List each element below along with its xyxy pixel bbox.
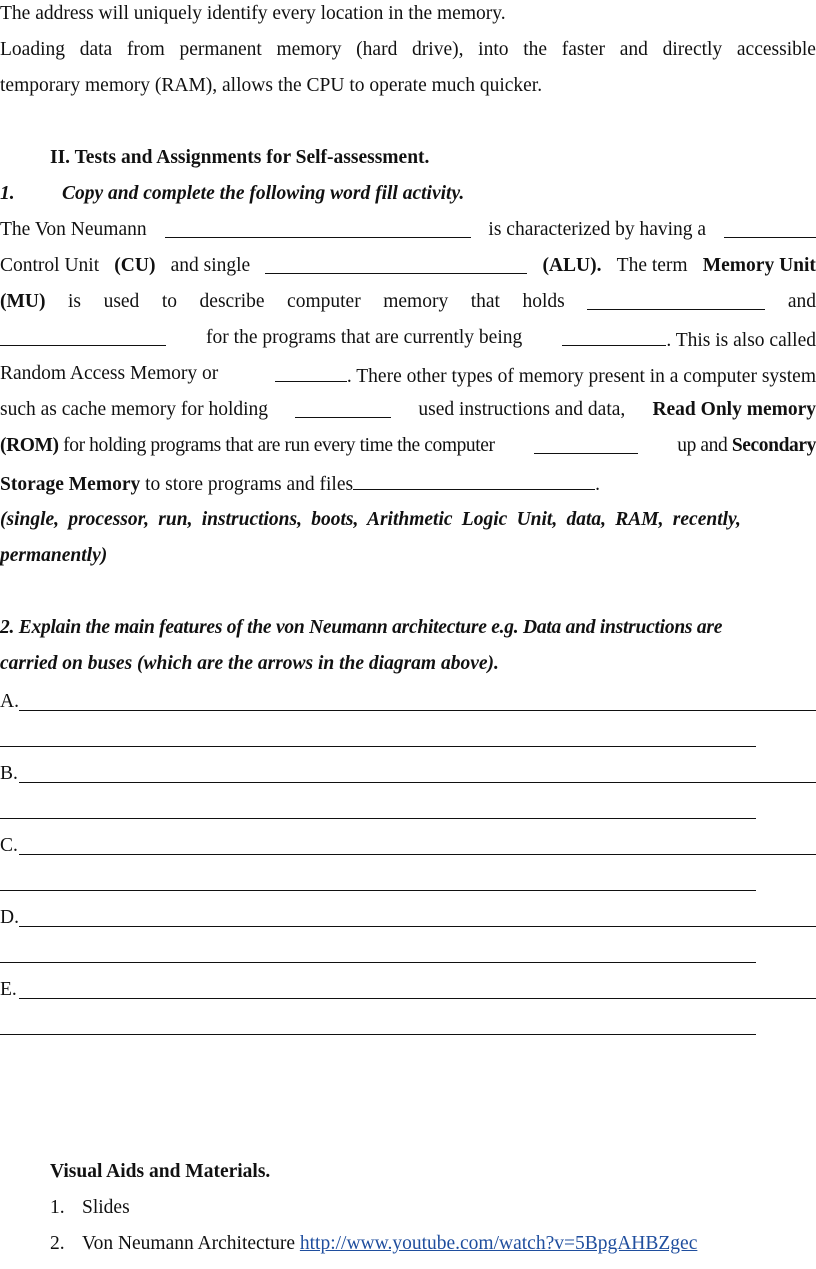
blank-5[interactable]: [0, 326, 166, 346]
blank-9[interactable]: [534, 434, 638, 454]
fill-line-4: for the programs that are currently being . This is also called: [0, 326, 816, 353]
intro-line-3: temporary memory (RAM), allows the CPU to operate much quicker.: [0, 75, 543, 96]
blank-10[interactable]: [353, 470, 595, 490]
answer-label-c: C.: [0, 835, 18, 856]
answer-line-b-2[interactable]: [0, 818, 756, 819]
fill-line-2: Control Unit (CU) and single (ALU). The term Memory Unit: [0, 255, 816, 276]
blank-3[interactable]: [265, 254, 527, 274]
fill-line-8: Storage Memory to store programs and files .: [0, 470, 816, 497]
answer-label-e: E.: [0, 979, 17, 1000]
answer-line-d-2[interactable]: [0, 962, 756, 963]
fill-line-7: (ROM) for holding programs that are run every time the computer up and Secondary: [0, 435, 816, 456]
answer-label-b: B.: [0, 763, 18, 784]
answer-line-b-1[interactable]: [19, 782, 816, 783]
visual-aids-heading: Visual Aids and Materials.: [50, 1161, 271, 1182]
intro-line-1: The address will uniquely identify every location in the memory.: [0, 3, 506, 24]
youtube-link[interactable]: http://www.youtube.com/watch?v=5BpgAHBZgec: [299, 1233, 698, 1254]
blank-8[interactable]: [295, 398, 391, 418]
answer-line-c-1[interactable]: [19, 854, 816, 855]
fill-line-1: The Von Neumann is characterized by having a: [0, 218, 816, 242]
answer-line-a-2[interactable]: [0, 746, 756, 747]
blank-1[interactable]: [165, 218, 471, 238]
blank-6[interactable]: [562, 326, 666, 346]
answer-line-a-1[interactable]: [19, 710, 816, 711]
answer-line-e-1[interactable]: [19, 998, 816, 999]
fill-line-3: (MU) is used to describe computer memory that holds and: [0, 291, 816, 312]
answer-label-a: A.: [0, 691, 19, 712]
answer-label-d: D.: [0, 907, 19, 928]
task1-title: 1. Copy and complete the following word fill activity.: [0, 183, 465, 204]
blank-4[interactable]: [587, 290, 765, 310]
visual-aids-item-2: 2. Von Neumann Architecture http://www.youtube.com/watch?v=5BpgAHBZgec: [50, 1233, 698, 1254]
section-heading: II. Tests and Assignments for Self-assessment.: [50, 147, 430, 168]
answer-line-d-1[interactable]: [19, 926, 816, 927]
blank-2[interactable]: [724, 218, 816, 238]
word-bank-line-2: permanently): [0, 545, 108, 566]
answer-line-e-2[interactable]: [0, 1034, 756, 1035]
visual-aids-item-1: 1. Slides: [50, 1197, 130, 1218]
task2-line-1: 2. Explain the main features of the von Neumann architecture e.g. Data and instructions are: [0, 617, 723, 638]
intro-line-2: Loading data from permanent memory (hard drive), into the faster and directly accessible: [0, 39, 816, 60]
task2-line-2: carried on buses (which are the arrows in the diagram above).: [0, 653, 499, 674]
fill-line-5: Random Access Memory or . There other types of memory present in a computer system: [0, 363, 816, 387]
answer-line-c-2[interactable]: [0, 890, 756, 891]
fill-line-6: such as cache memory for holding used instructions and data, Read Only memory: [0, 399, 816, 420]
blank-7[interactable]: [275, 362, 347, 382]
word-bank-line-1: (single, processor, run, instructions, boots, Arithmetic Logic Unit, data, RAM, recently,: [0, 509, 741, 530]
